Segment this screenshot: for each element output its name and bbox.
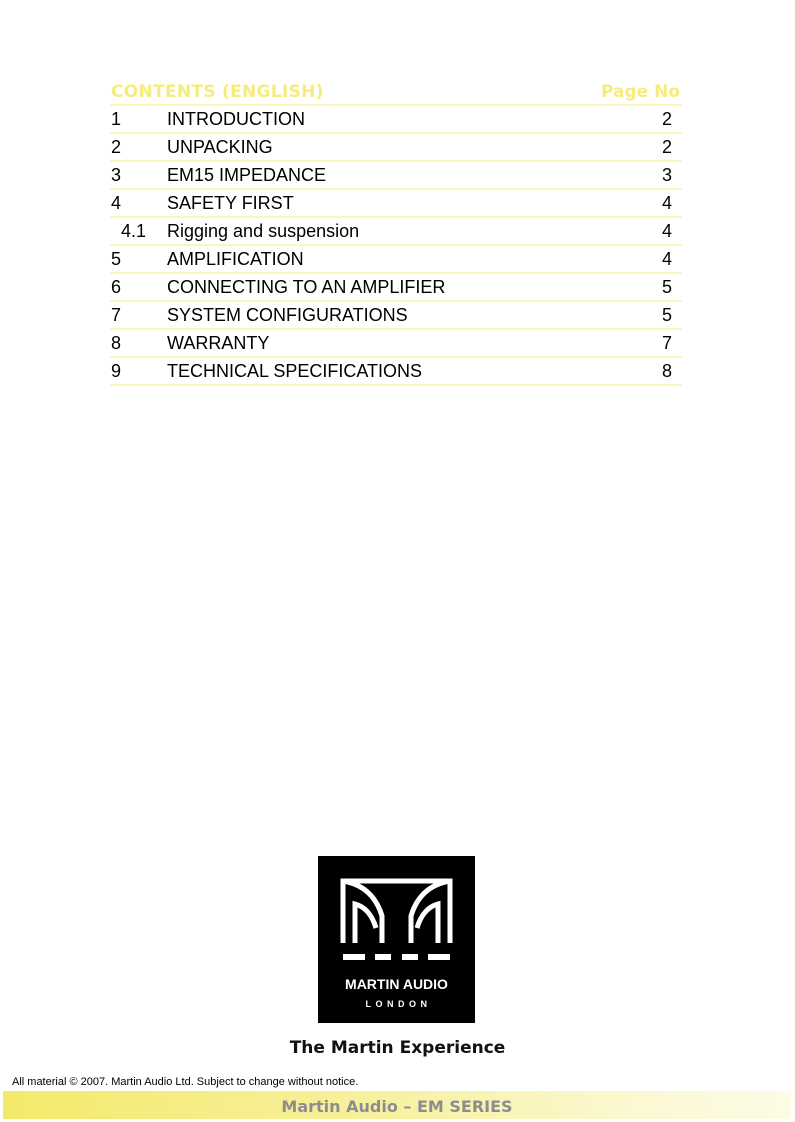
toc-entry-label: UNPACKING [167,137,273,157]
toc-entry-number: 5 [111,249,122,269]
toc-entry-page: 4 [661,249,672,269]
m-emblem-icon [318,856,475,1023]
toc-entry-number: 4 [111,193,122,213]
toc-entry-number: 1 [111,109,122,129]
toc-entry-number: 7 [111,305,122,325]
toc-entry-page: 4 [661,193,672,213]
toc-entry-label: TECHNICAL SPECIFICATIONS [167,361,423,381]
toc-entry-page: 5 [661,305,672,325]
toc-entry[interactable] [110,134,682,162]
logo-city: LONDON [365,999,432,1009]
toc-entry-number: 2 [111,137,122,157]
toc-entry[interactable] [110,302,682,330]
toc-entry[interactable] [110,358,682,386]
toc-entry-number: 6 [111,277,122,297]
toc-entry-number: 8 [111,333,122,353]
toc-entry-page: 3 [661,165,672,185]
toc-subentry[interactable] [110,218,682,246]
toc-entry-label: Rigging and suspension [167,221,360,241]
table-of-contents [110,80,682,386]
toc-title: CONTENTS (ENGLISH) [111,82,324,102]
footer-title: Martin Audio – EM SERIES [281,1097,513,1116]
toc-entry[interactable] [110,190,682,218]
toc-entry[interactable] [110,330,682,358]
toc-entry-label: CONNECTING TO AN AMPLIFIER [167,277,446,297]
toc-entry-page: 4 [661,221,672,241]
copyright-notice: All material © 2007. Martin Audio Ltd. Subject to change without notice. [12,1076,359,1088]
toc-entry-page: 7 [661,333,672,353]
toc-entry-number: 9 [111,361,122,381]
logo-brand-name: MARTIN AUDIO [345,976,448,992]
martin-audio-logo [318,856,475,1023]
toc-entry-page: 5 [661,277,672,297]
toc-entry-label: SYSTEM CONFIGURATIONS [167,305,408,325]
toc-entry-label: AMPLIFICATION [167,249,304,269]
toc-entry-number: 4.1 [121,221,147,241]
footer-bar [3,1091,791,1119]
toc-header [110,80,682,106]
page-no-heading: Page No [601,82,680,102]
toc-entry-page: 8 [661,361,672,381]
toc-entry-label: EM15 IMPEDANCE [167,165,327,185]
toc-entry-page: 2 [661,109,672,129]
toc-entry[interactable] [110,246,682,274]
toc-entry[interactable] [110,162,682,190]
toc-entry[interactable] [110,106,682,134]
toc-entry[interactable] [110,274,682,302]
toc-entry-label: INTRODUCTION [167,109,305,129]
toc-entry-page: 2 [661,137,672,157]
tagline: The Martin Experience [289,1038,506,1058]
toc-entry-label: SAFETY FIRST [167,193,294,213]
toc-entry-label: WARRANTY [167,333,270,353]
toc-entry-number: 3 [111,165,122,185]
